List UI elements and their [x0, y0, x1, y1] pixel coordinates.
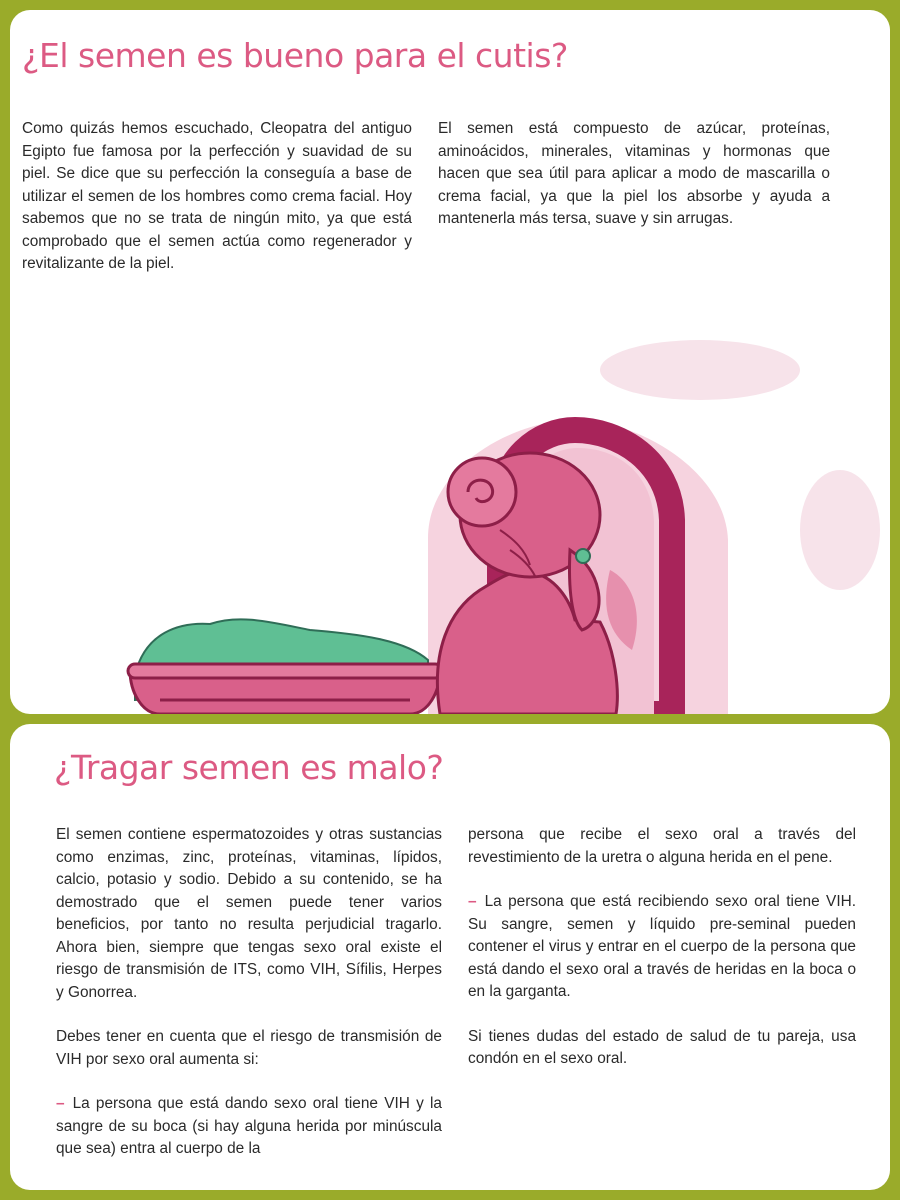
cream-dab [576, 549, 590, 563]
paragraph: El semen contiene espermatozoides y otras sustancias como enzimas, zinc, proteínas, vitaminas, lípidos, calcio, potasio y sodio. Debido a su contenido, se ha demostrado que el semen puede tener varios beneficios, por tanto no resulta perjudicial tragarlo. Ahora bien, siempre que tengas sexo oral existe el riesgo de transmisión de ITS, como VIH, Sífilis, Herpes y Gonorrea. [56, 826, 442, 1001]
text-column-left [56, 824, 442, 1161]
paragraph: Como quizás hemos escuchado, Cleopatra del antiguo Egipto fue famosa por la perfección y suavidad de su piel. Se dice que su perfección la conseguía a base de utilizar el semen de los hombres como crema facial. Hoy sabemos que no se trata de ningún mito, ya que está comprobado que el semen actúa como regenerador y revitalizante de la piel. [22, 120, 412, 272]
background-blob [800, 470, 880, 590]
cleopatra-mirror-illustration [10, 10, 890, 714]
background-blob [600, 340, 800, 400]
paragraph: El semen está compuesto de azúcar, proteínas, aminoácidos, minerales, vitaminas y hormonas que hacen que sea útil para aplicar a modo de mascarilla o crema facial, ya que la piel los absorbe y ayuda a mantenerla más tersa, suave y sin arrugas. [438, 120, 830, 227]
paragraph: Si tienes dudas del estado de salud de tu pareja, usa condón en el sexo oral. [468, 1027, 856, 1067]
section-title: ¿Tragar semen es malo? [54, 748, 444, 787]
list-item [56, 1093, 442, 1161]
paragraph: Debes tener en cuenta que el riesgo de transmisión de VIH por sexo oral aumenta si: [56, 1028, 442, 1068]
dash-bullet: – [56, 1095, 65, 1112]
bottom-card [10, 724, 890, 1190]
list-item-text: La persona que está recibiendo sexo oral tiene VIH. Su sangre, semen y líquido pre-seminal pueden contener el virus y entrar en el cuerpo de la persona que está dando el sexo oral a través de heridas en la boca o en la garganta. [468, 893, 856, 1000]
section-title: ¿El semen es bueno para el cutis? [22, 36, 568, 75]
dash-bullet: – [468, 893, 477, 910]
text-column-right [468, 824, 856, 1071]
top-card [10, 10, 890, 714]
list-item [468, 891, 856, 1004]
list-item-text: La persona que está dando sexo oral tiene VIH y la sangre de su boca (si hay alguna herida por minúscula que sea) entra al cuerpo de la [56, 1095, 442, 1157]
list-item-continued: persona que recibe el sexo oral a través del revestimiento de la uretra o alguna herida en el pene. [468, 826, 856, 866]
cream-bowl [128, 619, 442, 714]
